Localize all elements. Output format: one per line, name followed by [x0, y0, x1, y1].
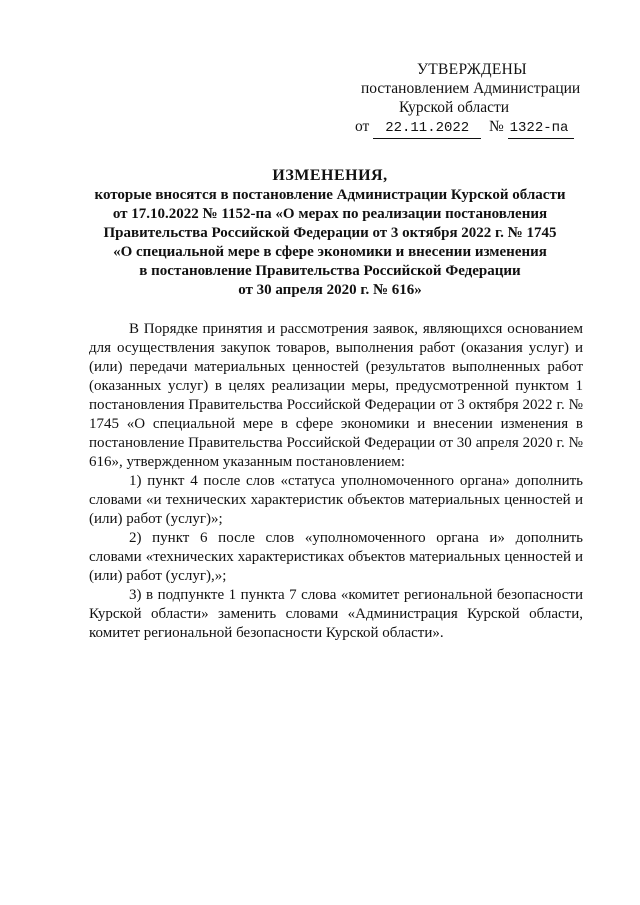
approval-title: УТВЕРЖДЕНЫ	[417, 61, 527, 78]
heading-title: ИЗМЕНЕНИЯ,	[272, 167, 388, 184]
approval-line-1: постановлением Администрации	[361, 80, 581, 97]
heading-line: в постановление Правительства Российской Федерации	[139, 263, 521, 279]
heading-line: от 17.10.2022 № 1152-па «О мерах по реализации постановления	[112, 206, 548, 222]
body-paragraph: 1) пункт 4 после слов «статуса уполномоченного органа» дополнить словами «и технических характеристик объектов материальных ценностей и (или) работ (услуг)»;	[89, 473, 583, 527]
heading-line: которые вносятся в постановление Администрации Курской области	[94, 187, 566, 203]
approval-block	[355, 60, 585, 139]
number-prefix: №	[488, 118, 504, 135]
heading-line: от 30 апреля 2020 г. № 616»	[238, 282, 422, 298]
heading-line: Правительства Российской Федерации от 3 октября 2022 г. № 1745	[103, 225, 557, 241]
approval-number: 1322-па	[508, 119, 574, 139]
body-paragraph: 3) в подпункте 1 пункта 7 слова «комитет региональной безопасности Курской области» заменить словами «Администрация Курской области, комитет региональной безопасности Курской области».	[89, 587, 583, 641]
body-paragraph: В Порядке принятия и рассмотрения заявок, являющихся основанием для осуществления закупок товаров, выполнения работ (оказания услуг) и (или) передачи материальных ценностей (результатов выполненных работ (оказанных услуг) в целях реализации меры, предусмотренной пунктом 1 постановления Правительства Российской Федерации от 3 октября 2022 г. № 1745 «О специальной мере в сфере экономики и внесении изменения в постановление Правительства Российской Федерации от 30 апреля 2020 г. № 616», утвержденном указанным постановлением:	[89, 321, 583, 470]
document-body	[89, 320, 583, 643]
approval-date: 22.11.2022	[373, 119, 481, 139]
document-heading	[70, 166, 590, 300]
heading-line: «О специальной мере в сфере экономики и внесении изменения	[113, 244, 547, 260]
approval-date-line	[355, 117, 585, 139]
body-paragraph: 2) пункт 6 после слов «уполномоченного органа и» дополнить словами «технических характеристиках объектов материальных ценностей и (или) работ (услуг),»;	[89, 530, 583, 584]
approval-line-2: Курской области	[399, 99, 510, 116]
date-prefix: от	[355, 118, 370, 135]
